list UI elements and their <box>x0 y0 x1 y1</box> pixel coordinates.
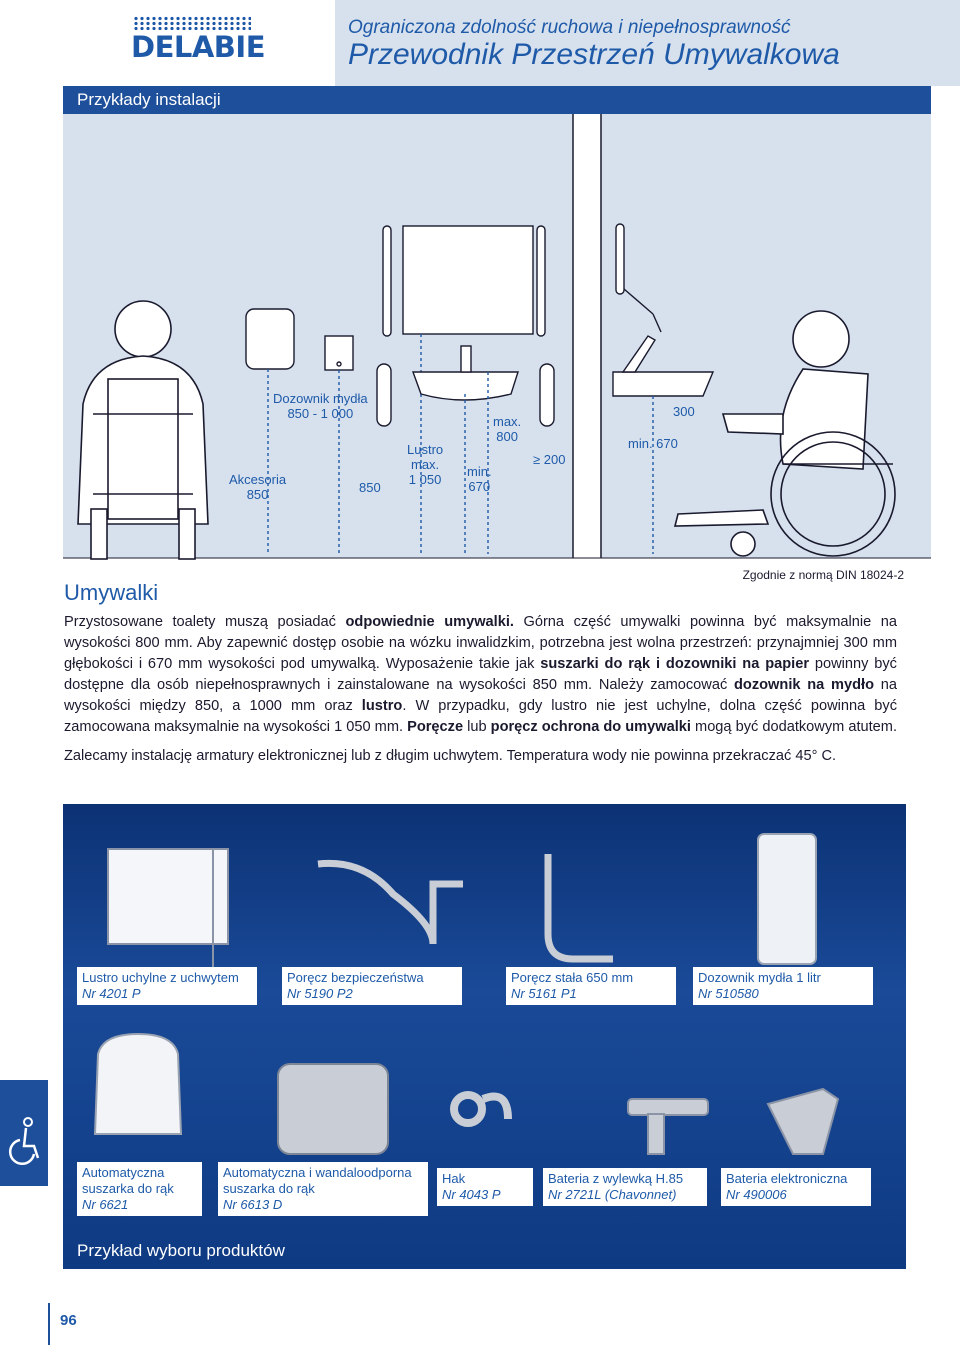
paragraph-2: Zalecamy instalację armatury elektronicznej lub z długim uchwytem. Temperatura wody nie powinna przekraczać 45° C. <box>64 748 837 764</box>
dim-accessories-value: 850 <box>246 487 269 502</box>
product-photos-row2 <box>63 1014 906 1184</box>
product-number: Nr 4201 P <box>82 986 141 1001</box>
hook-icon <box>454 1095 508 1123</box>
body-text <box>64 612 897 767</box>
product-label-7 <box>437 1168 533 1206</box>
logo-dots-pattern <box>133 16 251 30</box>
mixer-tap-icon <box>628 1099 708 1154</box>
dim-min-label <box>467 464 492 494</box>
delabie-logo <box>127 16 266 64</box>
product-number: Nr 6621 <box>82 1197 129 1212</box>
dim-mirror-max: max. <box>410 457 440 472</box>
paragraph-1 <box>64 612 897 738</box>
product-number: Nr 6613 D <box>223 1197 283 1212</box>
p1-text-6: lub <box>463 719 491 735</box>
p1-bold-5: Poręcze <box>407 719 464 735</box>
wall-panel-side <box>601 114 931 558</box>
section-bar-label: Przykłady instalacji <box>77 90 221 109</box>
product-number: Nr 4043 P <box>442 1187 501 1202</box>
product-name: Automatyczna i wandaloodporna suszarka do rąk <box>223 1165 412 1196</box>
dim-soap-text: Dozownik mydła <box>273 391 368 406</box>
product-label-6 <box>218 1162 428 1216</box>
dim-knee-label: min. 670 <box>628 436 678 451</box>
p1-text-5: . W przypadku, gdy lustro nie jest uchylne, dolna część powinna być zamocowana maksymalnie na wysokości 1 050 mm. <box>64 698 897 735</box>
dim-soap-label <box>273 391 368 421</box>
product-label-9 <box>721 1168 871 1206</box>
p1-bold-6: poręcz ochrona do umywalki <box>490 719 691 735</box>
wheelchair-icon <box>0 1080 48 1186</box>
product-name: Dozownik mydła 1 litr <box>698 970 821 985</box>
logo-text: DELABIE <box>131 30 266 64</box>
page-subtitle: Ograniczona zdolność ruchowa i niepełnosprawność <box>348 17 791 38</box>
product-showcase <box>63 804 906 1269</box>
product-name: Bateria z wylewką H.85 <box>548 1171 684 1186</box>
section-bar <box>63 86 931 114</box>
soap-dispenser-icon <box>758 834 816 964</box>
installation-diagram <box>63 114 931 566</box>
p1-bold-3: dozownik na mydło <box>734 677 875 693</box>
page-number: 96 <box>60 1312 77 1329</box>
p1-bold-4: lustro <box>361 698 403 714</box>
product-number: Nr 510580 <box>698 986 759 1001</box>
page-header <box>0 0 960 86</box>
p1-text-1: Przystosowane toalety muszą posiadać <box>64 614 346 630</box>
p1-bold-1: odpowiednie umywalki. <box>345 614 514 630</box>
p1-text-4: na wysokości między 850, a 1000 mm oraz <box>64 677 898 714</box>
product-label-4 <box>693 967 873 1005</box>
dim-mirror-value: 1 050 <box>408 472 442 487</box>
product-name: Bateria elektroniczna <box>726 1171 848 1186</box>
dim-accessories-text: Akcesoria <box>229 472 287 487</box>
product-name: Poręcz bezpieczeństwa <box>287 970 424 985</box>
dim-850-label: 850 <box>359 480 381 495</box>
dim-clearance-label: ≥ 200 <box>533 452 566 467</box>
vandal-dryer-icon <box>278 1064 388 1154</box>
dim-soap-value: 850 - 1 000 <box>287 406 354 421</box>
p1-text-7: mogą być dodatkowym atutem. <box>690 719 898 735</box>
product-name: Automatyczna suszarka do rąk <box>82 1165 174 1196</box>
hand-dryer-icon <box>95 1034 181 1134</box>
grab-bar-icon <box>318 863 463 944</box>
dim-depth-label: 300 <box>673 404 695 419</box>
norm-reference: Zgodnie z normą DIN 18024-2 <box>742 568 904 582</box>
p1-text-3: powinny być dostępne dla osób niepełnosprawnych i zainstalowane na wysokości 850 mm. Należy zamocować <box>64 656 897 693</box>
page-number-line <box>48 1303 50 1345</box>
dim-accessories-label <box>229 472 286 502</box>
product-number: Nr 5190 P2 <box>287 986 353 1001</box>
product-number: Nr 490006 <box>726 1187 787 1202</box>
electronic-tap-icon <box>768 1089 838 1154</box>
example-title: Przykład wyboru produktów <box>77 1241 285 1260</box>
dim-mirror-label <box>407 442 443 487</box>
dim-max-label <box>493 414 521 444</box>
dim-min-value: 670 <box>468 479 491 494</box>
product-number: Nr 2721L (Chavonnet) <box>548 1187 677 1202</box>
dim-max-value: 800 <box>496 429 518 444</box>
product-label-8 <box>543 1168 707 1206</box>
product-name: Lustro uchylne z uchwytem <box>82 970 239 985</box>
page-title: Przewodnik Przestrzeń Umywalkowa <box>348 38 840 71</box>
dim-max-text: max. <box>493 414 522 429</box>
product-number: Nr 5161 P1 <box>511 986 577 1001</box>
installation-drawing <box>63 114 931 566</box>
dim-min-text: min. <box>467 464 492 479</box>
product-name: Poręcz stała 650 mm <box>511 970 634 985</box>
section-heading: Umywalki <box>64 580 159 605</box>
product-name: Hak <box>442 1171 466 1186</box>
accessibility-side-bar <box>0 1080 48 1186</box>
fixed-rail-icon <box>548 854 613 959</box>
dim-mirror-text: Lustro <box>407 442 444 457</box>
tilting-mirror-icon <box>108 849 228 979</box>
p1-bold-2: suszarki do rąk i dozowniki na papier <box>540 656 809 672</box>
product-label-3 <box>506 967 676 1005</box>
product-label-1 <box>77 967 257 1005</box>
product-label-5 <box>77 1162 202 1216</box>
p1-text-2: Górna część umywalki powinna być maksymalnie na wysokości 800 mm. Aby zapewnić dostęp osobie na wózku inwalidzkim, potrzebna jest wolna przestrzeń: przynajmniej 300 mm głębokości i 670 mm wysokości pod umywalką. Wyposażenie takie jak <box>64 614 897 672</box>
product-label-2 <box>282 967 462 1005</box>
